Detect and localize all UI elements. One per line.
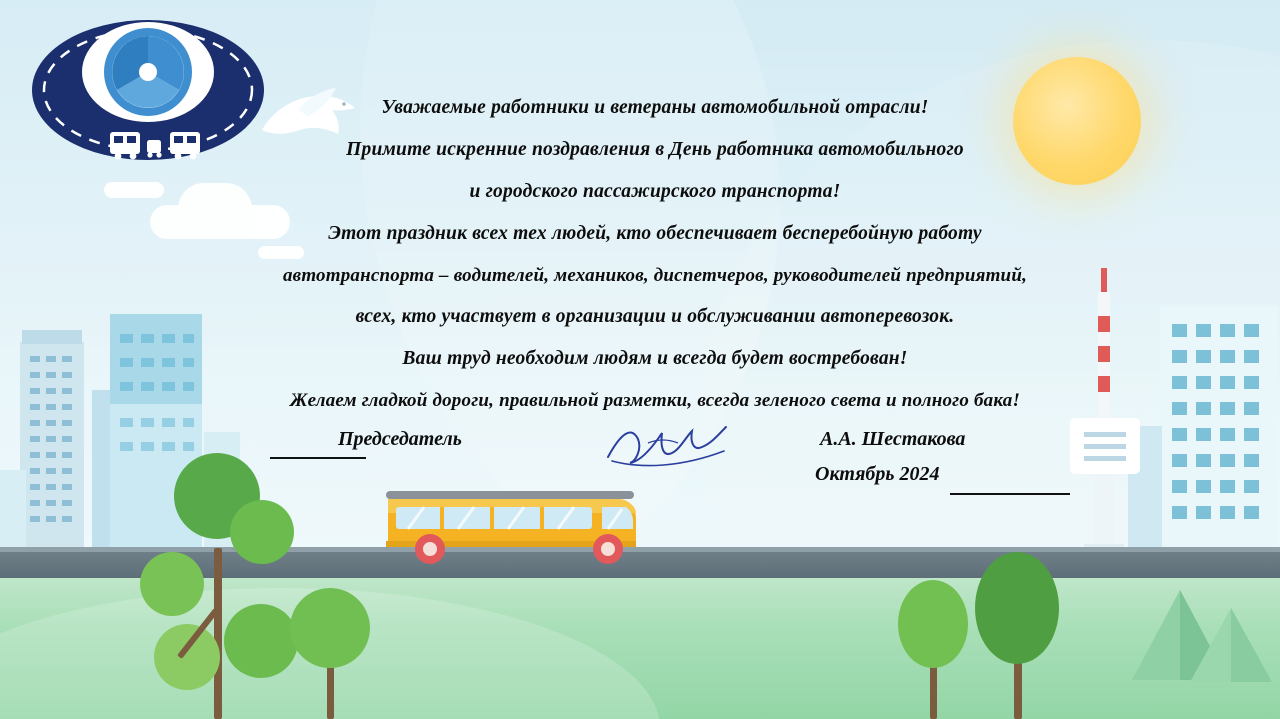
letter-line: Примите искренние поздравления в День работника автомобильного — [346, 138, 964, 160]
letter-line: Уважаемые работники и ветераны автомобильной отрасли! — [381, 97, 929, 118]
signer-title: Председатель — [338, 428, 462, 450]
letter-line: Этот праздник всех тех людей, кто обеспечивает бесперебойную работу — [328, 222, 982, 244]
signature-block — [250, 415, 1070, 505]
transport-union-emblem — [28, 10, 268, 170]
letter-body — [250, 96, 1060, 430]
tree-icon — [975, 552, 1059, 719]
signer-name: А.А. Шестакова — [820, 428, 966, 450]
letter-line: всех, кто участвует в организации и обслуживании автоперевозок. — [355, 306, 955, 328]
letter-line: Ваш труд необходим людям и всегда будет востребован! — [402, 348, 908, 370]
tree-icon — [290, 588, 370, 719]
signature-date: Октябрь 2024 — [815, 463, 940, 485]
tree-icon — [1188, 608, 1274, 682]
tree-icon — [118, 548, 248, 719]
tree-icon — [898, 580, 968, 719]
letter-line: и городского пассажирского транспорта! — [469, 180, 841, 202]
cloud-icon — [104, 182, 164, 198]
handwritten-signature — [602, 417, 732, 477]
letter-line: Желаем гладкой дороги, правильной разметки, всегда зеленого света и полного бака! — [289, 390, 1021, 412]
letter-line: автотранспорта – водителей, механиков, диспетчеров, руководителей предприятий, — [282, 264, 1028, 286]
signature-rule-right — [950, 493, 1070, 495]
signature-rule-left — [270, 457, 366, 459]
